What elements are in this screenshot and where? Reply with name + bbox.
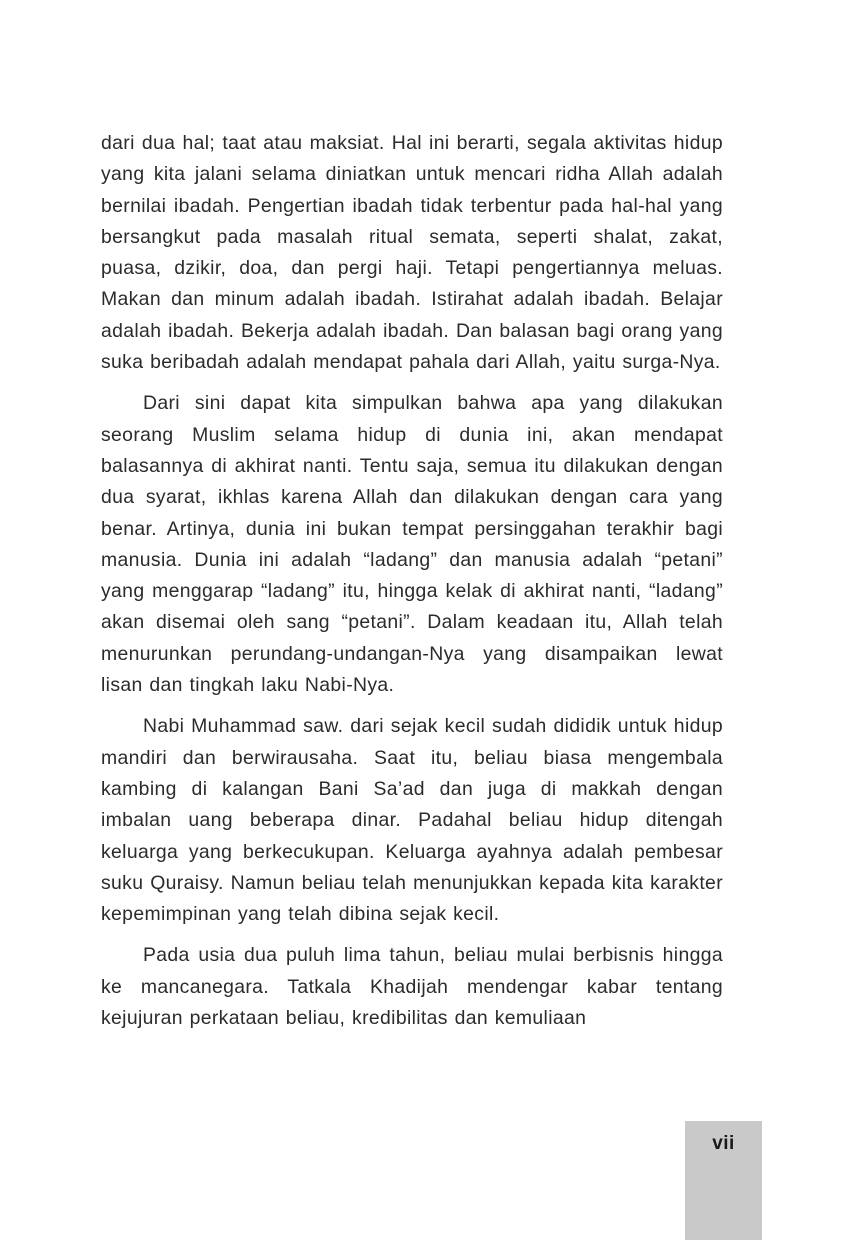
paragraph-continuation: dari dua hal; taat atau maksiat. Hal ini berarti, segala aktivitas hidup yang kita jalani selama diniatkan untuk mencari ridha Allah adalah bernilai ibadah. Pengertian ibadah tidak terbentur pada hal-hal yang bersangkut pada masalah ritual semata, seperti shalat, zakat, puasa, dzikir, doa, dan pergi haji. Tetapi pengertiannya meluas. Makan dan minum adalah ibadah. Istirahat adalah ibadah. Belajar adalah ibadah. Bekerja adalah ibadah. Dan balasan bagi orang yang suka beribadah adalah mendapat pahala dari Allah, yaitu surga-Nya. <box>101 132 723 374</box>
page-number-tab <box>685 1121 762 1240</box>
paragraph: Nabi Muhammad saw. dari sejak kecil sudah dididik untuk hidup mandiri dan berwirausaha. Saat itu, beliau biasa mengembala kambing di kalangan Bani Sa’ad dan juga di makkah dengan imbalan uang beberapa dinar. Padahal beliau hidup ditengah keluarga yang berkecukupan. Keluarga ayahnya adalah pembesar suku Quraisy. Namun beliau telah menunjukkan kepada kita karakter kepemimpinan yang telah dibina sejak kecil. <box>101 715 723 926</box>
page-number: vii <box>712 1133 735 1154</box>
paragraph: Dari sini dapat kita simpulkan bahwa apa yang dilakukan seorang Muslim selama hidup di dunia ini, akan mendapat balasannya di akhirat nanti. Tentu saja, semua itu dilakukan dengan dua syarat, ikhlas karena Allah dan dilakukan dengan cara yang benar. Artinya, dunia ini bukan tempat persinggahan terakhir bagi manusia. Dunia ini adalah “ladang” dan manusia adalah “petani” yang menggarap “ladang” itu, hingga kelak di akhirat nanti, “ladang” akan disemai oleh sang “petani”. Dalam keadaan itu, Allah telah menurunkan perundang-undangan-Nya yang disampaikan lewat lisan dan tingkah laku Nabi-Nya. <box>101 392 723 697</box>
paragraph: Pada usia dua puluh lima tahun, beliau mulai berbisnis hingga ke mancanegara. Tatkala Khadijah mendengar kabar tentang kejujuran perkataan beliau, kredibilitas dan kemuliaan <box>101 944 723 1030</box>
page-body <box>101 128 723 1034</box>
